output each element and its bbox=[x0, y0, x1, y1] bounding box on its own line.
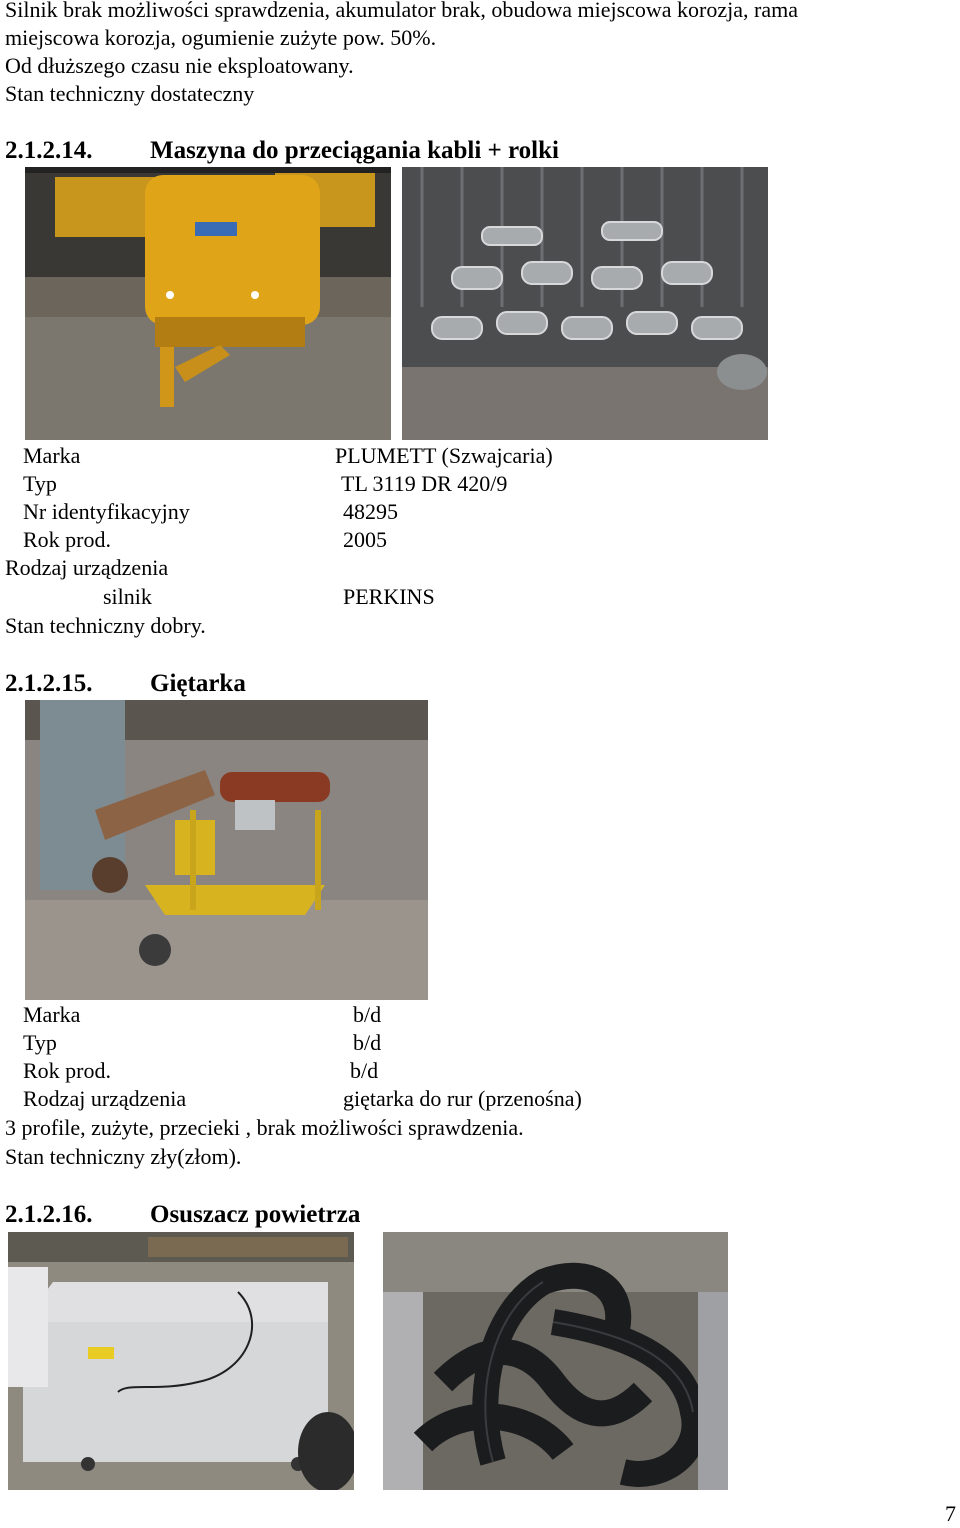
section-title: Osuszacz powietrza bbox=[150, 1201, 361, 1228]
spec-label: Rok prod. bbox=[23, 1058, 111, 1083]
spec-value: TL 3119 DR 420/9 bbox=[341, 471, 508, 496]
spec-label: Typ bbox=[23, 1030, 57, 1055]
spec-label: Rodzaj urządzenia bbox=[5, 555, 169, 580]
spec-value: 2005 bbox=[343, 527, 387, 552]
spec-label: silnik bbox=[103, 584, 152, 609]
section-heading bbox=[5, 1201, 360, 1229]
section-note: Stan techniczny zły(złom). bbox=[5, 1144, 242, 1169]
cable-rollers-photo bbox=[402, 167, 768, 440]
spec-label: Nr identyfikacyjny bbox=[23, 499, 190, 524]
section-heading bbox=[5, 670, 246, 698]
spec-value: b/d bbox=[350, 1058, 379, 1083]
section-number: 2.1.2.14. bbox=[5, 137, 93, 164]
section-number: 2.1.2.15. bbox=[5, 670, 93, 697]
yellow-cable-puller-trailer-photo bbox=[25, 167, 391, 440]
intro-line: Silnik brak możliwości sprawdzenia, akumulator brak, obudowa miejscowa korozja, rama bbox=[5, 0, 798, 22]
section-note: Stan techniczny dobry. bbox=[5, 613, 206, 638]
pipe-bender-photo bbox=[25, 700, 428, 1000]
section-heading bbox=[5, 137, 559, 165]
spec-label: Rok prod. bbox=[23, 527, 111, 552]
section-title: Giętarka bbox=[150, 670, 246, 697]
spec-label: Rodzaj urządzenia bbox=[23, 1086, 187, 1111]
intro-line: miejscowa korozja, ogumienie zużyte pow. 50%. bbox=[5, 25, 437, 50]
spec-value: PERKINS bbox=[343, 584, 435, 609]
intro-line: Stan techniczny dostateczny bbox=[5, 81, 255, 106]
spec-value: PLUMETT (Szwajcaria) bbox=[335, 443, 553, 468]
spec-value: b/d bbox=[353, 1030, 382, 1055]
spec-value: giętarka do rur (przenośna) bbox=[343, 1086, 582, 1111]
air-dryer-unit-photo bbox=[8, 1232, 354, 1490]
page-number: 7 bbox=[945, 1501, 956, 1526]
spec-label: Marka bbox=[23, 443, 81, 468]
section-number: 2.1.2.16. bbox=[5, 1201, 93, 1228]
black-ducting-hoses-photo bbox=[383, 1232, 728, 1490]
spec-label: Marka bbox=[23, 1002, 81, 1027]
section-note: 3 profile, zużyte, przecieki , brak możliwości sprawdzenia. bbox=[5, 1115, 524, 1140]
spec-value: b/d bbox=[353, 1002, 382, 1027]
spec-value: 48295 bbox=[343, 499, 398, 524]
intro-line: Od dłuższego czasu nie eksploatowany. bbox=[5, 53, 354, 78]
spec-label: Typ bbox=[23, 471, 57, 496]
section-title: Maszyna do przeciągania kabli + rolki bbox=[150, 137, 559, 164]
